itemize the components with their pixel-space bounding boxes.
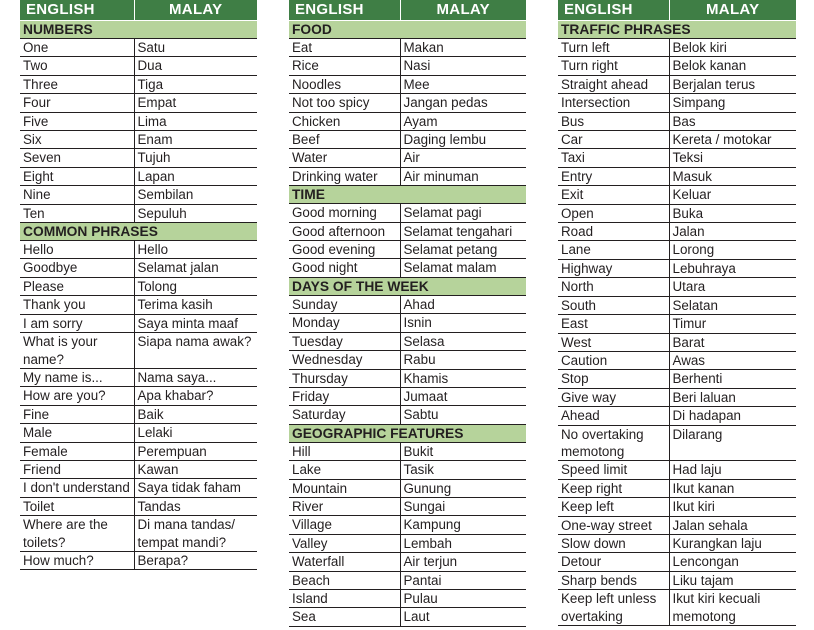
phrase-row	[289, 534, 526, 552]
table-header-row	[20, 0, 257, 21]
section-header-row	[558, 21, 796, 39]
english-term: Five	[20, 112, 134, 130]
phrase-row	[289, 94, 526, 112]
phrase-row	[558, 351, 796, 369]
malay-term: Dilarang	[669, 425, 796, 461]
phrase-row	[20, 204, 257, 222]
english-term: Slow down	[558, 534, 669, 552]
english-term: Keep right	[558, 479, 669, 497]
english-term: Two	[20, 57, 134, 75]
english-term: Speed limit	[558, 461, 669, 479]
malay-term: Nasi	[400, 57, 526, 75]
english-term: Taxi	[558, 149, 669, 167]
english-term: Road	[558, 223, 669, 241]
english-term: My name is...	[20, 368, 134, 386]
english-term: Open	[558, 204, 669, 222]
phrase-row	[289, 112, 526, 130]
phrase-row	[558, 204, 796, 222]
phrase-row	[558, 461, 796, 479]
english-term: Good evening	[289, 241, 400, 259]
english-term: Female	[20, 442, 134, 460]
phrase-row	[558, 333, 796, 351]
english-term: Waterfall	[289, 553, 400, 571]
phrase-row	[558, 223, 796, 241]
phrase-row	[289, 479, 526, 497]
english-term: East	[558, 315, 669, 333]
column-middle	[289, 0, 526, 627]
english-term: Entry	[558, 167, 669, 185]
english-term: Saturday	[289, 406, 400, 424]
english-term: How are you?	[20, 387, 134, 405]
phrase-row	[289, 553, 526, 571]
table-header-row	[558, 0, 796, 21]
phrase-row	[20, 479, 257, 497]
phrase-row	[558, 75, 796, 93]
column-left	[20, 0, 257, 570]
english-term: South	[558, 296, 669, 314]
english-term: Keep left	[558, 498, 669, 516]
english-term: How much?	[20, 551, 134, 569]
phrase-row	[20, 516, 257, 552]
malay-term: Selamat tengahari	[400, 222, 526, 240]
english-term: Fine	[20, 405, 134, 423]
malay-term: Ikut kiri kecuali memotong	[669, 590, 796, 626]
malay-term: Tandas	[134, 497, 257, 515]
table-body-right	[558, 0, 796, 626]
english-term: Three	[20, 75, 134, 93]
english-term: West	[558, 333, 669, 351]
phrase-row	[289, 369, 526, 387]
malay-term: Baik	[134, 405, 257, 423]
english-term: Sharp bends	[558, 571, 669, 589]
malay-term: Lorong	[669, 241, 796, 259]
malay-term: Jalan sehala	[669, 516, 796, 534]
header-english: ENGLISH	[289, 0, 400, 21]
malay-term: Apa khabar?	[134, 387, 257, 405]
malay-term: Jumaat	[400, 387, 526, 405]
malay-term: Belok kiri	[669, 39, 796, 57]
english-term: Eight	[20, 167, 134, 185]
english-term: Four	[20, 94, 134, 112]
malay-term: Makan	[400, 39, 526, 57]
english-term: Monday	[289, 314, 400, 332]
english-term: Toilet	[20, 497, 134, 515]
header-malay: MALAY	[669, 0, 796, 21]
phrase-row	[20, 497, 257, 515]
malay-term: Enam	[134, 131, 257, 149]
english-term: What is your name?	[20, 333, 134, 369]
phrase-row	[20, 442, 257, 460]
malay-term: Liku tajam	[669, 571, 796, 589]
english-term: Please	[20, 277, 134, 295]
malay-term: Ahad	[400, 295, 526, 313]
section-header-row	[289, 186, 526, 204]
section-header-row	[20, 21, 257, 39]
malay-term: Utara	[669, 278, 796, 296]
phrase-row	[558, 590, 796, 626]
malay-term: Tujuh	[134, 149, 257, 167]
phrase-row	[20, 186, 257, 204]
malay-term: Gunung	[400, 479, 526, 497]
phrase-row	[20, 387, 257, 405]
malay-term: Rabu	[400, 351, 526, 369]
phrase-row	[289, 571, 526, 589]
malay-term: Laut	[400, 608, 526, 626]
section-header-row	[20, 223, 257, 241]
english-term: Nine	[20, 186, 134, 204]
malay-term: Sepuluh	[134, 204, 257, 222]
malay-term: Pulau	[400, 589, 526, 607]
malay-term: Kereta / motokar	[669, 131, 796, 149]
phrase-row	[289, 406, 526, 424]
phrase-row	[20, 241, 257, 259]
phrase-row	[289, 608, 526, 626]
english-term: Mountain	[289, 479, 400, 497]
section-header-row	[289, 21, 526, 39]
phrase-row	[558, 498, 796, 516]
phrase-row	[289, 295, 526, 313]
english-term: Caution	[558, 351, 669, 369]
malay-term: Di mana tandas/ tempat mandi?	[134, 516, 257, 552]
malay-term: Berhenti	[669, 370, 796, 388]
malay-term: Ayam	[400, 112, 526, 130]
malay-term: Selatan	[669, 296, 796, 314]
malay-term: Isnin	[400, 314, 526, 332]
section-header-row	[289, 424, 526, 442]
malay-term: Bas	[669, 112, 796, 130]
english-term: Six	[20, 131, 134, 149]
header-english: ENGLISH	[558, 0, 669, 21]
malay-term: Siapa nama awak?	[134, 333, 257, 369]
english-term: Not too spicy	[289, 94, 400, 112]
malay-term: Selamat malam	[400, 259, 526, 277]
malay-term: Dua	[134, 57, 257, 75]
malay-term: Tasik	[400, 461, 526, 479]
english-term: North	[558, 278, 669, 296]
malay-term: Kampung	[400, 516, 526, 534]
english-term: Turn right	[558, 57, 669, 75]
english-term: Tuesday	[289, 332, 400, 350]
english-term: Eat	[289, 39, 400, 57]
malay-term: Selamat petang	[400, 241, 526, 259]
phrase-row	[289, 259, 526, 277]
english-term: Where are the toilets?	[20, 516, 134, 552]
english-term: Give way	[558, 388, 669, 406]
malay-term: Saya tidak faham	[134, 479, 257, 497]
english-term: Chicken	[289, 112, 400, 130]
phrase-row	[289, 442, 526, 460]
english-term: Lake	[289, 461, 400, 479]
malay-term: Barat	[669, 333, 796, 351]
malay-term: Selamat jalan	[134, 259, 257, 277]
header-malay: MALAY	[134, 0, 257, 21]
phrase-row	[289, 497, 526, 515]
phrase-row	[20, 551, 257, 569]
english-term: No overtaking memotong	[558, 425, 669, 461]
english-term: Detour	[558, 553, 669, 571]
malay-term: Had laju	[669, 461, 796, 479]
header-english: ENGLISH	[20, 0, 134, 21]
english-term: Friday	[289, 387, 400, 405]
phrase-row	[558, 479, 796, 497]
malay-term: Selasa	[400, 332, 526, 350]
malay-term: Air	[400, 149, 526, 167]
english-term: Keep left unless overtaking	[558, 590, 669, 626]
phrase-row	[558, 296, 796, 314]
section-title: COMMON PHRASES	[20, 223, 257, 241]
phrase-row	[558, 57, 796, 75]
phrase-row	[558, 259, 796, 277]
phrase-table-left	[20, 0, 257, 570]
english-term: Wednesday	[289, 351, 400, 369]
phrase-row	[289, 314, 526, 332]
malay-term: Khamis	[400, 369, 526, 387]
malay-term: Tolong	[134, 277, 257, 295]
phrase-row	[20, 39, 257, 57]
english-term: Noodles	[289, 75, 400, 93]
phrase-row	[289, 167, 526, 185]
phrase-row	[558, 149, 796, 167]
phrase-row	[20, 405, 257, 423]
english-term: Hello	[20, 241, 134, 259]
section-title: TIME	[289, 186, 526, 204]
malay-term: Lembah	[400, 534, 526, 552]
english-term: Bus	[558, 112, 669, 130]
english-term: Intersection	[558, 94, 669, 112]
phrase-row	[558, 425, 796, 461]
phrase-row	[558, 370, 796, 388]
phrase-row	[20, 167, 257, 185]
malay-term: Di hadapan	[669, 407, 796, 425]
english-term: Lane	[558, 241, 669, 259]
phrase-row	[289, 461, 526, 479]
english-term: Valley	[289, 534, 400, 552]
malay-term: Keluar	[669, 186, 796, 204]
phrase-row	[20, 57, 257, 75]
malay-term: Jangan pedas	[400, 94, 526, 112]
malay-term: Bukit	[400, 442, 526, 460]
phrase-row	[558, 241, 796, 259]
section-title: DAYS OF THE WEEK	[289, 277, 526, 295]
english-term: Drinking water	[289, 167, 400, 185]
malay-term: Sabtu	[400, 406, 526, 424]
english-term: Male	[20, 424, 134, 442]
phrase-row	[20, 94, 257, 112]
phrase-table-right	[558, 0, 796, 626]
english-term: Village	[289, 516, 400, 534]
malay-term: Sungai	[400, 497, 526, 515]
phrase-row	[558, 39, 796, 57]
english-term: Highway	[558, 259, 669, 277]
malay-term: Ikut kanan	[669, 479, 796, 497]
phrase-row	[20, 149, 257, 167]
phrase-row	[558, 534, 796, 552]
phrase-row	[558, 112, 796, 130]
english-term: Hill	[289, 442, 400, 460]
phrase-row	[20, 368, 257, 386]
table-header-row	[289, 0, 526, 21]
phrase-row	[558, 131, 796, 149]
phrase-row	[289, 589, 526, 607]
phrase-row	[558, 94, 796, 112]
english-term: One	[20, 39, 134, 57]
english-term: Water	[289, 149, 400, 167]
english-term: Seven	[20, 149, 134, 167]
phrase-row	[289, 222, 526, 240]
malay-term: Lebuhraya	[669, 259, 796, 277]
phrase-row	[289, 241, 526, 259]
phrase-row	[558, 407, 796, 425]
table-body-left	[20, 0, 257, 570]
english-term: Beach	[289, 571, 400, 589]
malay-term: Daging lembu	[400, 131, 526, 149]
english-term: Turn left	[558, 39, 669, 57]
english-term: Good night	[289, 259, 400, 277]
phrase-row	[20, 296, 257, 314]
malay-term: Lelaki	[134, 424, 257, 442]
phrase-row	[289, 75, 526, 93]
malay-term: Nama saya...	[134, 368, 257, 386]
english-term: Ahead	[558, 407, 669, 425]
malay-term: Terima kasih	[134, 296, 257, 314]
phrase-row	[558, 186, 796, 204]
malay-term: Teksi	[669, 149, 796, 167]
phrase-row	[289, 131, 526, 149]
malay-term: Empat	[134, 94, 257, 112]
malay-term: Perempuan	[134, 442, 257, 460]
malay-term: Berjalan terus	[669, 75, 796, 93]
phrase-row	[289, 351, 526, 369]
malay-term: Air terjun	[400, 553, 526, 571]
english-term: I am sorry	[20, 314, 134, 332]
english-term: Good morning	[289, 204, 400, 222]
section-title: GEOGRAPHIC FEATURES	[289, 424, 526, 442]
english-term: Beef	[289, 131, 400, 149]
english-term: Friend	[20, 460, 134, 478]
malay-term: Timur	[669, 315, 796, 333]
malay-term: Lencongan	[669, 553, 796, 571]
phrase-row	[289, 332, 526, 350]
phrase-row	[289, 204, 526, 222]
phrase-row	[558, 516, 796, 534]
malay-term: Mee	[400, 75, 526, 93]
phrase-row	[289, 149, 526, 167]
phrase-row	[20, 460, 257, 478]
english-term: Stop	[558, 370, 669, 388]
english-term: Ten	[20, 204, 134, 222]
phrase-row	[20, 277, 257, 295]
section-title: TRAFFIC PHRASES	[558, 21, 796, 39]
malay-term: Awas	[669, 351, 796, 369]
malay-term: Kurangkan laju	[669, 534, 796, 552]
phrase-row	[558, 553, 796, 571]
english-term: Rice	[289, 57, 400, 75]
malay-term: Simpang	[669, 94, 796, 112]
malay-term: Pantai	[400, 571, 526, 589]
english-term: River	[289, 497, 400, 515]
malay-term: Belok kanan	[669, 57, 796, 75]
phrase-row	[289, 57, 526, 75]
phrase-row	[558, 278, 796, 296]
english-term: Straight ahead	[558, 75, 669, 93]
malay-term: Saya minta maaf	[134, 314, 257, 332]
malay-term: Lapan	[134, 167, 257, 185]
phrase-row	[20, 333, 257, 369]
malay-term: Ikut kiri	[669, 498, 796, 516]
english-term: Sea	[289, 608, 400, 626]
phrase-row	[20, 131, 257, 149]
english-term: Exit	[558, 186, 669, 204]
english-term: Good afternoon	[289, 222, 400, 240]
english-term: Island	[289, 589, 400, 607]
english-term: Thursday	[289, 369, 400, 387]
header-malay: MALAY	[400, 0, 526, 21]
column-right	[558, 0, 796, 626]
phrase-row	[20, 314, 257, 332]
phrase-row	[20, 259, 257, 277]
phrase-row	[20, 112, 257, 130]
english-term: One-way street	[558, 516, 669, 534]
english-term: Car	[558, 131, 669, 149]
english-term: Sunday	[289, 295, 400, 313]
malay-term: Air minuman	[400, 167, 526, 185]
phrase-row	[289, 39, 526, 57]
section-title: NUMBERS	[20, 21, 257, 39]
phrase-row	[20, 75, 257, 93]
section-header-row	[289, 277, 526, 295]
malay-term: Satu	[134, 39, 257, 57]
malay-term: Berapa?	[134, 551, 257, 569]
table-body-middle	[289, 0, 526, 626]
phrase-row	[20, 424, 257, 442]
english-term: Thank you	[20, 296, 134, 314]
malay-term: Kawan	[134, 460, 257, 478]
english-term: I don't understand	[20, 479, 134, 497]
malay-term: Beri laluan	[669, 388, 796, 406]
phrase-row	[289, 516, 526, 534]
english-term: Goodbye	[20, 259, 134, 277]
phrase-table-middle	[289, 0, 526, 627]
malay-term: Buka	[669, 204, 796, 222]
malay-term: Masuk	[669, 167, 796, 185]
phrase-row	[289, 387, 526, 405]
malay-term: Jalan	[669, 223, 796, 241]
phrase-row	[558, 571, 796, 589]
malay-term: Lima	[134, 112, 257, 130]
section-title: FOOD	[289, 21, 526, 39]
malay-term: Hello	[134, 241, 257, 259]
malay-term: Sembilan	[134, 186, 257, 204]
phrase-row	[558, 167, 796, 185]
malay-term: Selamat pagi	[400, 204, 526, 222]
phrase-row	[558, 315, 796, 333]
phrase-row	[558, 388, 796, 406]
malay-term: Tiga	[134, 75, 257, 93]
